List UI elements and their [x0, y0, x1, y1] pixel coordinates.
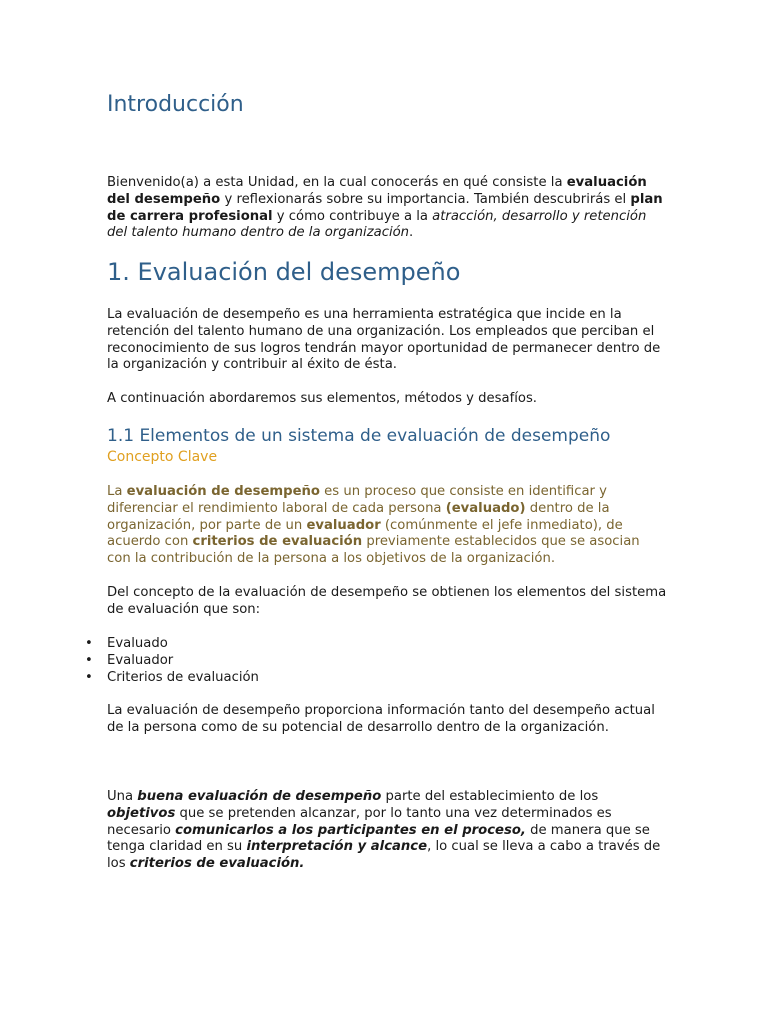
intro-text-1: Bienvenido(a) a esta Unidad, en la cual conocerás en qué consiste la — [107, 175, 567, 190]
key-text-1: La — [107, 484, 127, 499]
key-bold-2: (evaluado) — [445, 500, 526, 516]
key-text-3: dentro de la organización, por parte de un — [107, 500, 610, 533]
key-concept-label: Concepto Clave — [107, 449, 218, 465]
key-concept-paragraph — [107, 484, 667, 568]
list-item — [85, 652, 259, 670]
bullet-icon: • — [85, 652, 93, 668]
intro-text-4: . — [409, 225, 414, 241]
subsection-heading: 1.1 Elementos de un sistema de evaluación de desempeño — [107, 426, 611, 446]
bullet-icon: • — [85, 636, 93, 651]
key-bold-4: criterios de evaluación — [192, 534, 363, 550]
good-text-2: parte del establecimiento de los — [381, 789, 599, 804]
good-bold-5: criterios de evaluación. — [129, 856, 305, 872]
intro-text-2: y reflexionarás sobre su importancia. También descubrirás el — [220, 191, 631, 207]
intro-heading: Introducción — [107, 92, 244, 117]
good-bold-3: comunicarlos a los participantes en el proceso, — [175, 822, 526, 838]
elements-list — [85, 636, 259, 686]
intro-bold-1: evaluación del desempeño — [107, 175, 647, 207]
list-item-label: Evaluador — [107, 652, 174, 668]
good-bold-4: interpretación y alcance — [246, 839, 428, 855]
bullet-icon: • — [85, 669, 93, 685]
good-bold-2: objetivos — [107, 805, 176, 821]
intro-paragraph — [107, 175, 667, 242]
good-evaluation-paragraph — [107, 789, 667, 873]
list-item-label: Criterios de evaluación — [107, 669, 259, 685]
good-text-4: de manera que se tenga claridad en su — [107, 822, 650, 855]
key-text-2: es un proceso que consiste en identificar y diferenciar el rendimiento laboral de cada persona — [107, 484, 607, 516]
good-text-1: Una — [107, 789, 138, 804]
list-item-label: Evaluado — [107, 636, 168, 651]
potential-paragraph: La evaluación de desempeño proporciona información tanto del desempeño actual de la persona como de su potencial de desarrollo dentro de la organización. — [107, 703, 655, 735]
section-paragraph-1: La evaluación de desempeño es una herramienta estratégica que incide en la retención del talento humano de una organización. Los empleados que perciban el reconocimiento de sus logros tendrán mayor oportunidad de permanecer dentro de la organización y contribuir al éxito de ésta. — [107, 307, 661, 373]
intro-text-3: y cómo contribuye a la — [272, 208, 433, 224]
good-bold-1: buena evaluación de desempeño — [137, 789, 382, 804]
key-bold-1: evaluación de desempeño — [126, 484, 320, 499]
intro-bold-2: plan de carrera profesional — [107, 191, 663, 224]
concept-paragraph: Del concepto de la evaluación de desempeño se obtienen los elementos del sistema de evaluación que son: — [107, 585, 667, 617]
good-text-3: que se pretenden alcanzar, por lo tanto una vez determinados es necesario — [107, 805, 612, 838]
list-item — [85, 636, 259, 653]
list-item — [85, 669, 259, 687]
section-paragraph-2: A continuación abordaremos sus elementos, métodos y desafíos. — [107, 391, 538, 406]
good-text-5: , lo cual se lleva a cabo a través de los — [107, 839, 661, 872]
section-heading: 1. Evaluación del desempeño — [107, 258, 461, 286]
intro-italic: atracción, desarrollo y retención del talento humano dentro de la organización — [107, 208, 647, 241]
key-text-5: previamente establecidos que se asocian con la contribución de la persona a los objetivos de la organización. — [107, 534, 640, 567]
key-bold-3: evaluador — [306, 517, 381, 533]
key-text-4: (comúnmente el jefe inmediato), de acuerdo con — [107, 517, 623, 550]
